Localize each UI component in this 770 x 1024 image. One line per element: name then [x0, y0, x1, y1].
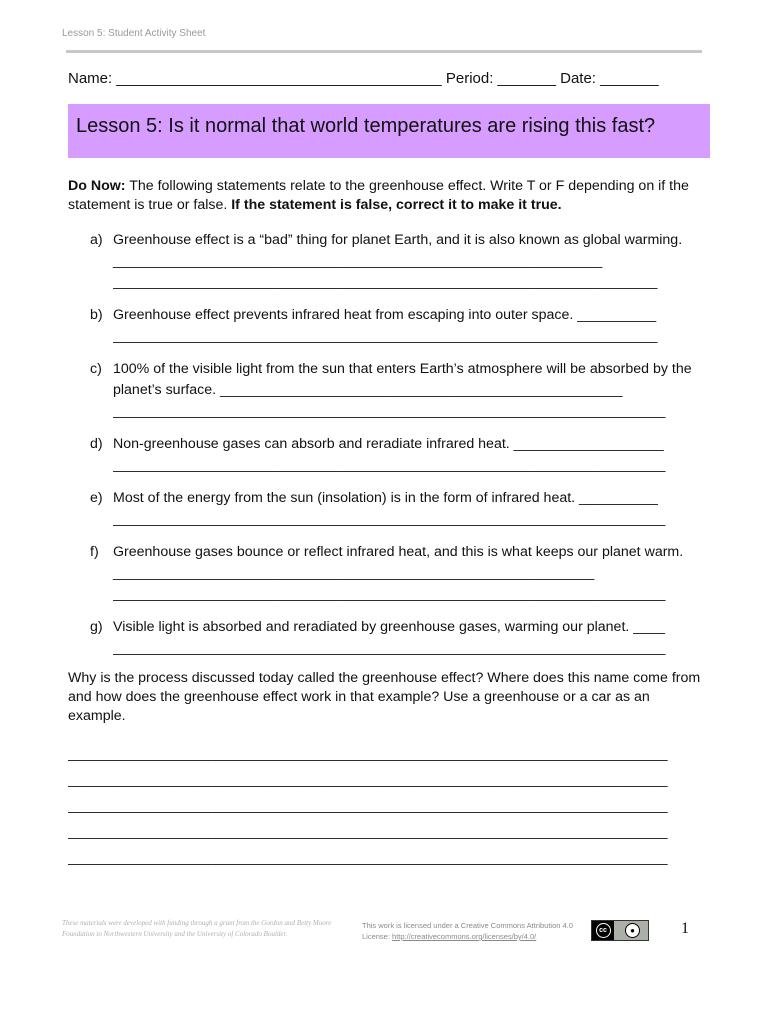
- license-note: [362, 920, 582, 942]
- do-now-bold-instruction: If the statement is false, correct it to make it true.: [231, 197, 562, 213]
- answer-blank: ______________________________________________________________________: [113, 403, 666, 419]
- cc-label: cc: [596, 923, 611, 938]
- statement-text: Most of the energy from the sun (insolation) is in the form of infrared heat. __________: [113, 490, 658, 506]
- statement-marker: f): [90, 544, 99, 560]
- funding-note: These materials were developed with funding through a grant from the Gordon and Betty Moore Foundation to Northwestern University and the University of Colorado Boulder.: [62, 919, 332, 938]
- answer-blank: ______________________________________________________________________: [113, 511, 666, 527]
- statement-item: [90, 542, 710, 605]
- do-now-instructions: [68, 177, 708, 215]
- answer-line: _____________________________________________________________________________: [68, 823, 668, 839]
- statement-marker: d): [90, 436, 103, 452]
- header-divider: [66, 50, 702, 53]
- answer-line: _____________________________________________________________________________: [68, 771, 668, 787]
- page-title: Lesson 5: Is it normal that world temperatures are rising this fast?: [76, 115, 656, 137]
- title-banner: [68, 104, 710, 158]
- answer-blank: _____________________________________________________________________: [113, 274, 658, 290]
- answer-blank: ______________________________________________________________________: [113, 586, 666, 602]
- do-now-label: Do Now:: [68, 178, 126, 194]
- statement-text: Non-greenhouse gases can absorb and reradiate infrared heat. ___________________: [113, 436, 664, 452]
- statement-item: [90, 488, 710, 530]
- do-now-text: The following statements relate to the greenhouse effect. Write T or F depending on if the statement is true or false.: [68, 178, 689, 213]
- statement-item: [90, 359, 710, 422]
- cc-logo-icon: [592, 921, 614, 940]
- statement-marker: e): [90, 490, 103, 506]
- attribution-person-icon: ●: [625, 923, 640, 938]
- page-number: 1: [681, 920, 689, 937]
- answer-lines: [68, 740, 708, 870]
- statement-item: [90, 305, 710, 347]
- statement-item: [90, 230, 710, 293]
- statement-text: Greenhouse effect is a “bad” thing for planet Earth, and it is also known as global warming. ______________________________________________________________: [113, 232, 683, 269]
- statement-item: [90, 617, 710, 659]
- license-link[interactable]: http://creativecommons.org/licenses/by/4.0/: [392, 932, 537, 941]
- answer-line: _____________________________________________________________________________: [68, 745, 668, 761]
- cc-by-badge[interactable]: [591, 920, 649, 941]
- statement-marker: g): [90, 619, 103, 635]
- statement-item: [90, 434, 710, 476]
- name-period-date-line: Name: _______________________________________ Period: _______ Date: _______: [68, 70, 659, 87]
- license-text: This work is licensed under a Creative Commons Attribution 4.0 License:: [362, 921, 573, 941]
- greenhouse-question: Why is the process discussed today called the greenhouse effect? Where does this name come from and how does the greenhouse effect work in that example? Use a greenhouse or a car as an example.: [68, 670, 701, 724]
- statement-text: Greenhouse effect prevents infrared heat from escaping into outer space. __________: [113, 307, 657, 323]
- statement-list: [90, 230, 710, 671]
- statement-text: Visible light is absorbed and reradiated by greenhouse gases, warming our planet. ____: [113, 619, 665, 635]
- answer-blank: _____________________________________________________________________: [113, 328, 658, 344]
- answer-line: _____________________________________________________________________________: [68, 797, 668, 813]
- answer-line: _____________________________________________________________________________: [68, 849, 668, 865]
- statement-marker: c): [90, 361, 102, 377]
- running-header: Lesson 5: Student Activity Sheet: [62, 28, 206, 39]
- statement-text: 100% of the visible light from the sun that enters Earth’s atmosphere will be absorbed by the planet’s surface. ___________________________________________________: [113, 361, 692, 398]
- answer-blank: ______________________________________________________________________: [113, 457, 666, 473]
- statement-text: Greenhouse gases bounce or reflect infrared heat, and this is what keeps our planet warm. _____________________________________________________________: [113, 544, 684, 581]
- answer-blank: ______________________________________________________________________: [113, 640, 666, 656]
- statement-marker: a): [90, 232, 103, 248]
- statement-marker: b): [90, 307, 103, 323]
